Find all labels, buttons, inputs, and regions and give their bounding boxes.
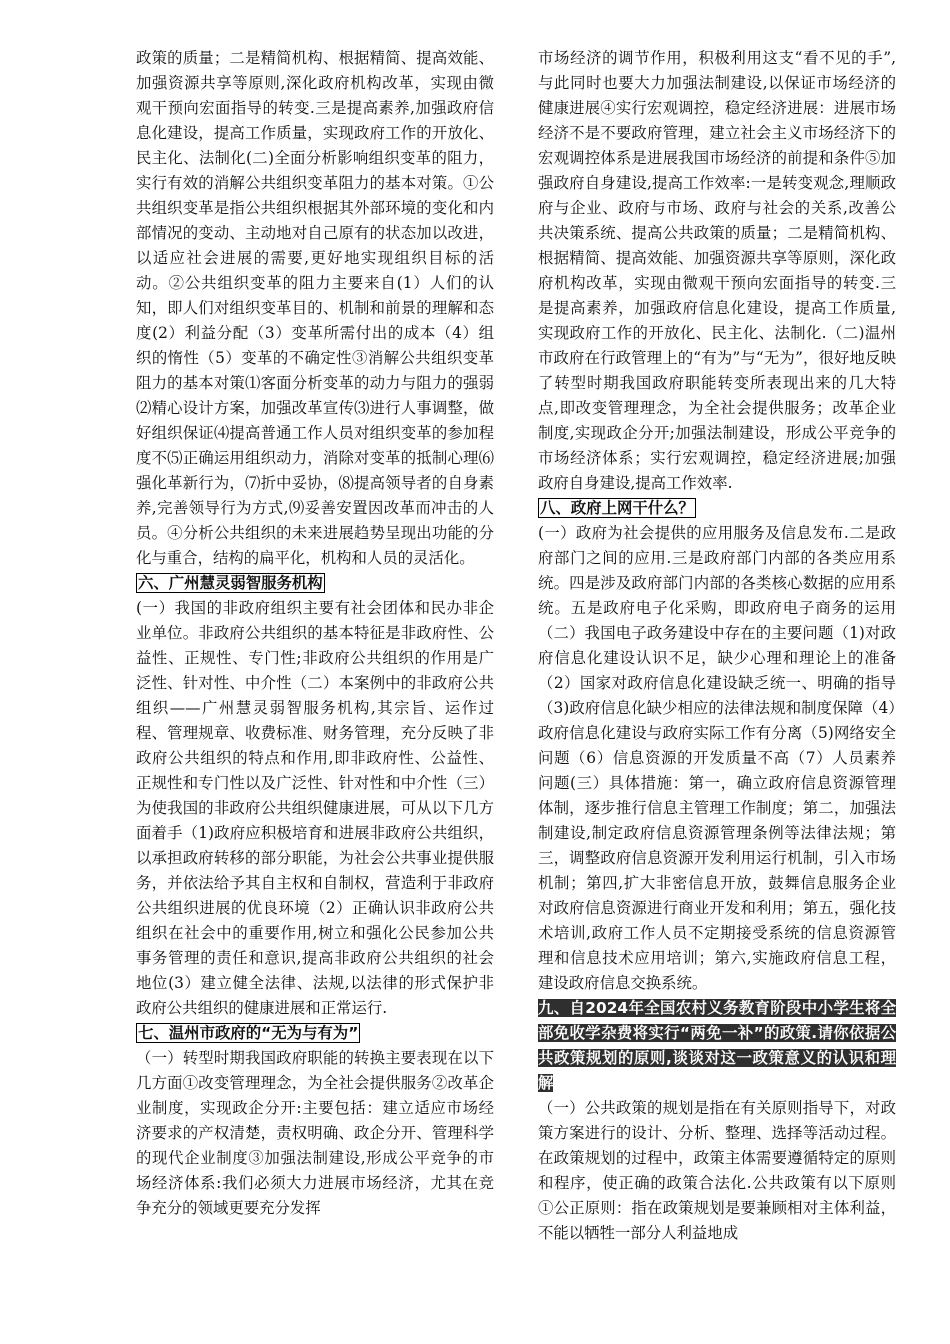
section-heading-8 (538, 496, 896, 521)
heading-8-text: 八、政府上网干什么？ (540, 499, 694, 517)
paragraph-section-9: （一）公共政策的规划是指在有关原则指导下，对政策方案进行的设计、分析、整理、选择等活动过程。在政策规划的过程中，政策主体需要遵循特定的原则和程序，使正确的政策合法化.公共政策有以下原则①公正原则：指在政策规划是要兼顾相对主体利益，不能以牺牲一部分人利益地成 (538, 1099, 896, 1242)
paragraph-continued: 市场经济的调节作用，积极利用这支“看不见的手”,与此同时也要大力加强法制建设,以保证市场经济的健康进展④实行宏观调控，稳定经济进展：进展市场经济不是不要政府管理，建立社会主义市场经济下的宏观调控体系是进展我国市场经济的前提和条件⑤加强政府自身建设,提高工作效率:一是转变观念,理顺政府与企业、政府与市场、政府与社会的关系,改善公共决策系统、提高公共政策的质量；二是精简机构、根据精简、提高效能、加强资源共享等原则，深化政府机构改革，实现由微观干预向宏面指导的转变.三是提高素养，加强政府信息化建设，提高工作质量,实现政府工作的开放化、民主化、法制化.（二)温州市政府在行政管理上的“有为”与“无为”，很好地反映了转型时期我国政府职能转变所表现出来的几大特点,即改变管理理念，为全社会提供服务；改革企业制度,实现政企分开;加强法制建设，形成公平竞争的市场经济体系；实行宏观调控，稳定经济进展;加强政府自身建设,提高工作效率. (538, 49, 896, 492)
section-heading-7 (136, 1021, 494, 1046)
left-column (136, 46, 494, 1326)
section-heading-6 (136, 571, 494, 596)
paragraph-section-6: (一）我国的非政府组织主要有社会团体和民办非企业单位。非政府公共组织的基本特征是非政府性、公益性、正规性、专门性;非政府公共组织的作用是广泛性、针对性、中介性（二）本案例中的非政府公共组织——广州慧灵弱智服务机构,其宗旨、运作过程、管理规章、收费标准、财务管理，充分反映了非政府公共组织的特点和作用,即非政府性、公益性、正规性和专门性以及广泛性、针对性和中介性（三）为使我国的非政府公共组织健康进展，可从以下几方面着手（1)政府应积极培育和进展非政府公共组织，以承担政府转移的部分职能，为社会公共事业提供服务，并依法给予其自主权和自制权，营造利于非政府公共组织进展的优良环境（2）正确认识非政府公共组织在社会中的重要作用,树立和强化公民参加公共事务管理的责任和意识,提高非政府公共组织的社会地位(3）建立健全法律、法规,以法律的形式保护非政府公共组织的健康进展和正常运行. (136, 599, 494, 1017)
section-heading-9 (538, 996, 896, 1096)
right-column (538, 46, 896, 1326)
paragraph-section-7: （一）转型时期我国政府职能的转换主要表现在以下几方面①改变管理理念，为全社会提供服务②改革企业制度，实现政企分开:主要包括：建立适应市场经济要求的产权清楚，责权明确、政企分开、管理科学的现代企业制度③加强法制建设,形成公平竞争的市场经济体系:我们必须大力进展市场经济，尤其在竞争充分的领域更要充分发挥 (136, 1049, 494, 1217)
heading-7-text: 七、温州市政府的“无为与有为” (138, 1024, 359, 1042)
paragraph-section-8: (一）政府为社会提供的应用服务及信息发布.二是政府部门之间的应用.三是政府部门内部的各类应用系统。四是涉及政府部门内部的各类核心数据的应用系统。五是政府电子化采购，即政府电子商务的运用（二）我国电子政务建设中存在的主要问题（1)对政府信息化建设认识不足，缺少心理和理论上的准备（2）国家对政府信息化建设缺乏统一、明确的指导（3)政府信息化缺少相应的法律法规和制度保障（4）政府信息化建设与政府实际工作有分离（5)网络安全问题（6）信息资源的开发质量不高（7）人员素养问题(三）具体措施：第一，确立政府信息资源管理体制，逐步推行信息主管理工作制度；第二，加强法制建设,制定政府信息资源管理条例等法律法规；第三，调整政府信息资源开发利用运行机制，引入市场机制；第四,扩大非密信息开放，鼓舞信息服务企业对政府信息资源进行商业开发和利用；第五，强化技术培训,政府工作人员不定期接受系统的信息资源管理和信息技术应用培训；第六,实施政府信息工程，建设政府信息交换系统。 (538, 524, 896, 992)
heading-6-text: 六、广州慧灵弱智服务机构 (138, 574, 323, 592)
paragraph-intro: 政策的质量；二是精简机构、根据精简、提高效能、加强资源共享等原则,深化政府机构改革，实现由微观干预向宏面指导的转变.三是提高素养,加强政府信息化建设，提高工作质量，实现政府工作的开放化、民主化、法制化(二)全面分析影响组织变革的阻力，实行有效的消解公共组织变革阻力的基本对策。①公共组织变革是指公共组织根据其外部环境的变化和内部情况的变动、主动地对自己原有的状态加以改进，以适应社会进展的需要,更好地实现组织目标的活动。②公共组织变革的阻力主要来自(1）人们的认知，即人们对组织变革目的、机制和前景的理解和态度(2）利益分配（3）变革所需付出的成本（4）组织的惰性（5）变革的不确定性③消解公共组织变革阻力的基本对策⑴客面分析变革的动力与阻力的强弱⑵精心设计方案，加强改革宣传⑶进行人事调整，做好组织保证⑷提高普通工作人员对组织变革的参加程度不⑸正确运用组织动力，消除对变革的抵制心理⑹强化革新行为，⑺折中妥协，⑻提高领导者的自身素养,完善领导行为方式,⑼妥善安置因改革而冲击的人员。④分析公共组织的未来进展趋势呈现出功能的分化与重合，结构的扁平化，机构和人员的灵活化。 (136, 49, 494, 567)
heading-9-text: 九、自2024年全国农村义务教育阶段中小学生将全部免收学杂费将实行“两免一补”的政策.请你依据公共政策规划的原则,谈谈对这一政策意义的认识和理解 (538, 999, 896, 1092)
